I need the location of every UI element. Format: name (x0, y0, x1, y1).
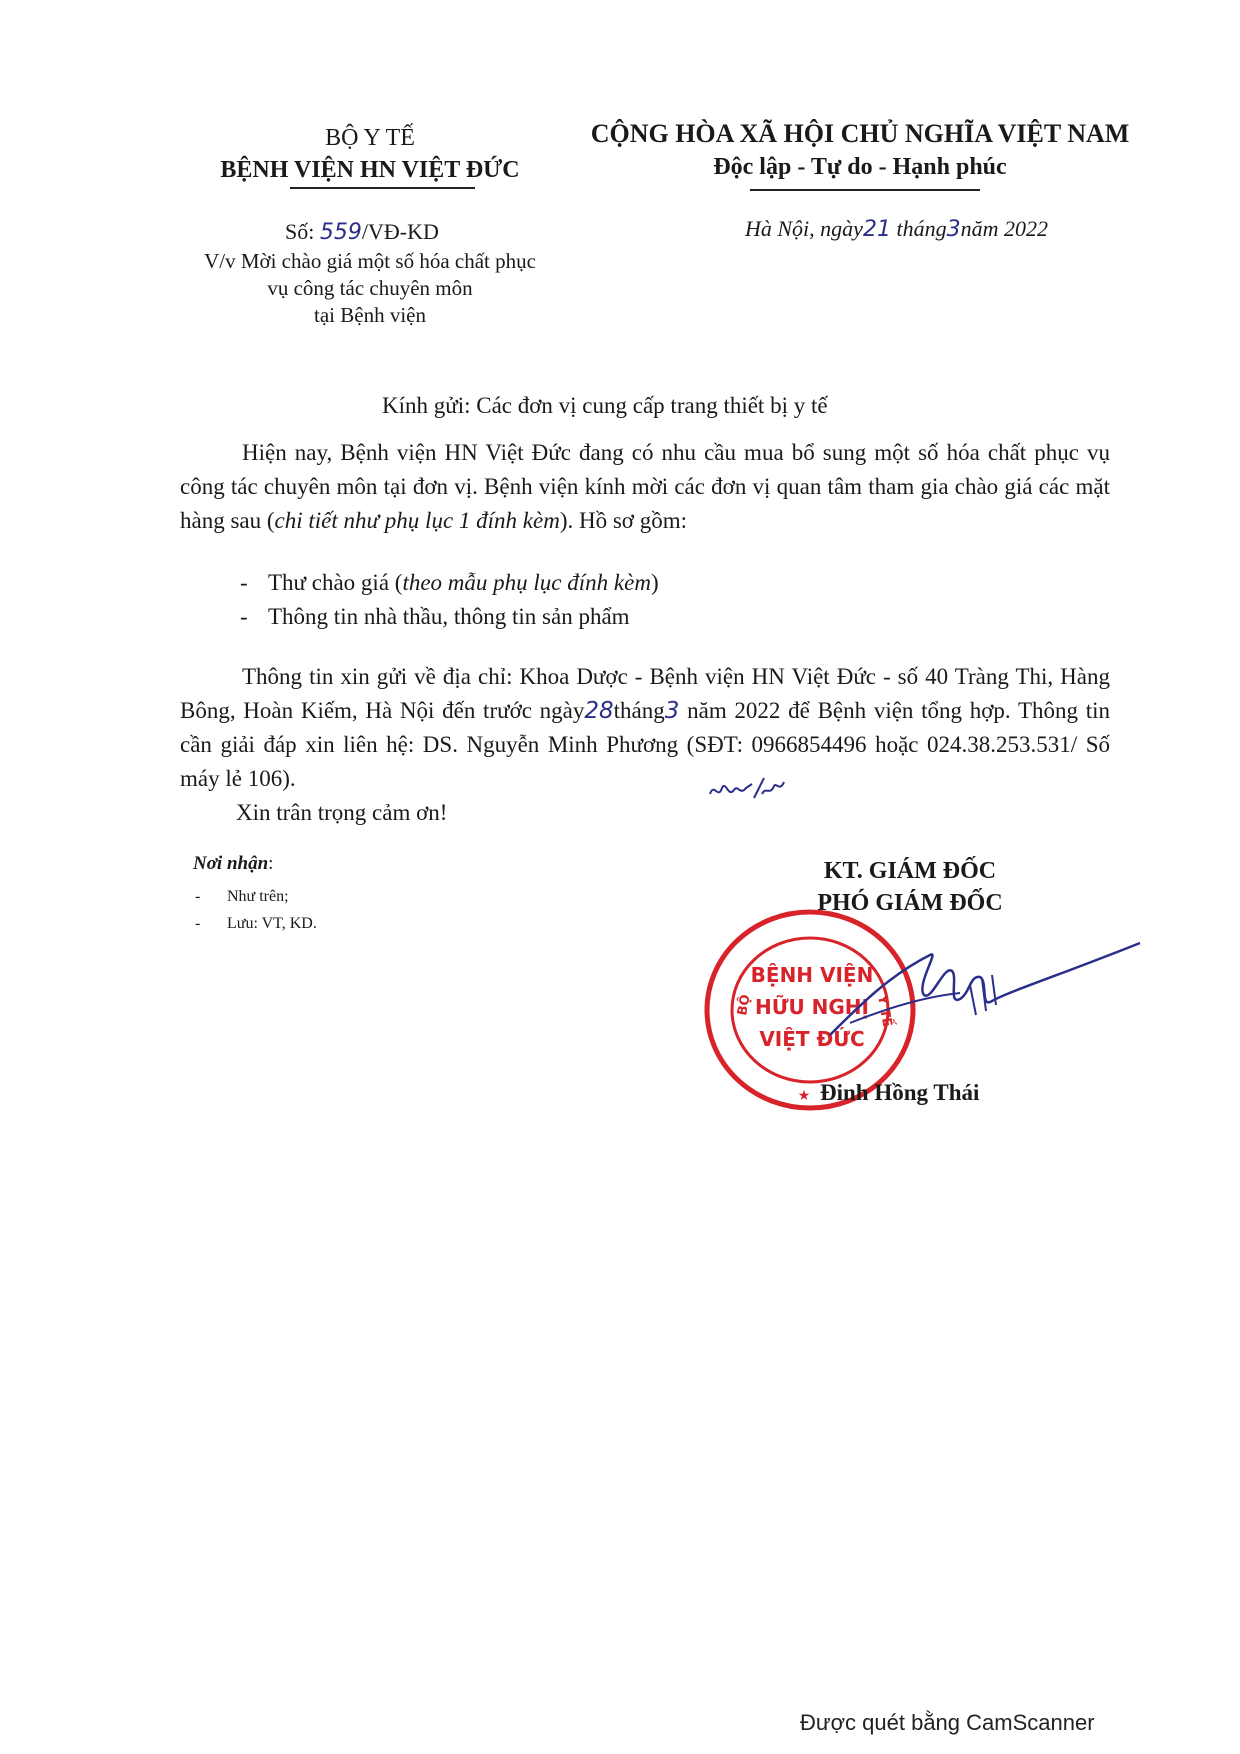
document-number-prefix: Số: (285, 219, 315, 244)
bullet-text: Thông tin nhà thầu, thông tin sản phẩm (268, 604, 630, 629)
list-item: - Như trên; (195, 888, 289, 905)
ministry-name: BỘ Y TẾ (325, 125, 415, 151)
paragraph-text: Hiện nay, Bệnh viện HN Việt Đức đang có nhu cầu mua bổ sung một số hóa chất phục vụ công tác chuyên môn tại đơn vị. Bệnh viện kính mời các đơn vị quan tâm tham gia chào giá các mặt hàng sau ( (180, 440, 1110, 533)
closing-thanks: Xin trân trọng cảm ơn! (236, 800, 448, 825)
date-year: năm 2022 (960, 216, 1048, 241)
signer-name: Đinh Hồng Thái (820, 1080, 980, 1105)
list-item: - Lưu: VT, KD. (195, 915, 317, 932)
document-number-handwritten: 559 (319, 220, 362, 245)
document-date (745, 216, 1048, 242)
recipients-title (193, 853, 273, 875)
date-place: Hà Nội, ngày (745, 216, 863, 241)
signature-title-line: KT. GIÁM ĐỐC (823, 858, 997, 884)
motto-underline (750, 189, 980, 191)
issuer-block (170, 122, 570, 186)
bullet-italic: theo mẫu phụ lục đính kèm (402, 570, 651, 595)
recipient-item: Lưu: VT, KD. (227, 915, 317, 932)
seal-ring-text: Y TẾ (874, 994, 895, 1028)
deadline-day-handwritten: 28 (584, 698, 614, 724)
initials-scribble (706, 772, 786, 806)
body-paragraph-2 (180, 660, 1110, 796)
document-number-suffix: /VĐ-KD (361, 219, 439, 244)
recipients-title-colon: : (268, 853, 274, 874)
paragraph-text: Thông tin xin gửi về địa chỉ: Khoa Dược - Bệnh viện HN Việt Đức - số 40 Tràng Thi, Hàng Bông, Hoàn Kiếm, Hà Nội đến trước ngày (180, 664, 1110, 723)
paragraph-text: ). Hồ sơ gồm: (559, 508, 687, 533)
subject-line: V/v Mời chào giá một số hóa chất phục (204, 249, 536, 273)
bullet-text: Thư chào giá ( (268, 570, 403, 595)
bullet-text: ) (650, 570, 659, 595)
recipient-item: Như trên; (227, 888, 289, 905)
seal-text: BỆNH VIỆN (750, 963, 874, 987)
issuer-underline (290, 187, 475, 189)
list-item: - Thông tin nhà thầu, thông tin sản phẩm (240, 604, 630, 629)
recipient-line: Kính gửi: Các đơn vị cung cấp trang thiết bị y tế (382, 393, 828, 418)
date-day-handwritten: 21 (862, 217, 891, 242)
deadline-month-handwritten: 3 (664, 698, 680, 724)
paragraph-text: năm 2022 để Bệnh viện tổng hợp. Thông tin cần giải đáp xin liên hệ: DS. Nguyễn Minh Phương (SĐT: 0966854496 hoặc 024.38.253.531/ Số máy lẻ 106). (180, 698, 1110, 791)
list-item: - Thư chào giá (theo mẫu phụ lục đính kèm) (240, 570, 659, 595)
seal-text: VIỆT ĐỨC (759, 1027, 865, 1051)
seal-ring-text: BỘ (735, 993, 754, 1017)
signature-title-line: PHÓ GIÁM ĐỐC (817, 890, 1003, 916)
subject-line: tại Bệnh viện (314, 303, 426, 327)
paragraph-italic: chi tiết như phụ lục 1 đính kèm (274, 508, 560, 533)
seal-text: HỮU NGHỊ (755, 995, 869, 1019)
scanner-watermark: Được quét bằng CamScanner (800, 1710, 1095, 1735)
body-paragraph-1 (180, 436, 1110, 538)
national-motto: Độc lập - Tự do - Hạnh phúc (713, 154, 1007, 180)
national-block (570, 117, 1150, 183)
paragraph-text: tháng (613, 698, 665, 723)
date-month-label: tháng (896, 216, 947, 241)
recipients-title-text: Nơi nhận (193, 853, 269, 874)
country-name: CỘNG HÒA XÃ HỘI CHỦ NGHĨA VIỆT NAM (590, 119, 1130, 148)
document-subject (170, 248, 570, 329)
date-month-handwritten: 3 (946, 217, 961, 242)
document-number (285, 218, 439, 247)
hospital-name: BỆNH VIỆN HN VIỆT ĐỨC (220, 157, 520, 183)
svg-text:★: ★ (797, 1089, 811, 1104)
handwritten-signature (820, 935, 1150, 1055)
subject-line: vụ công tác chuyên môn (267, 276, 473, 300)
